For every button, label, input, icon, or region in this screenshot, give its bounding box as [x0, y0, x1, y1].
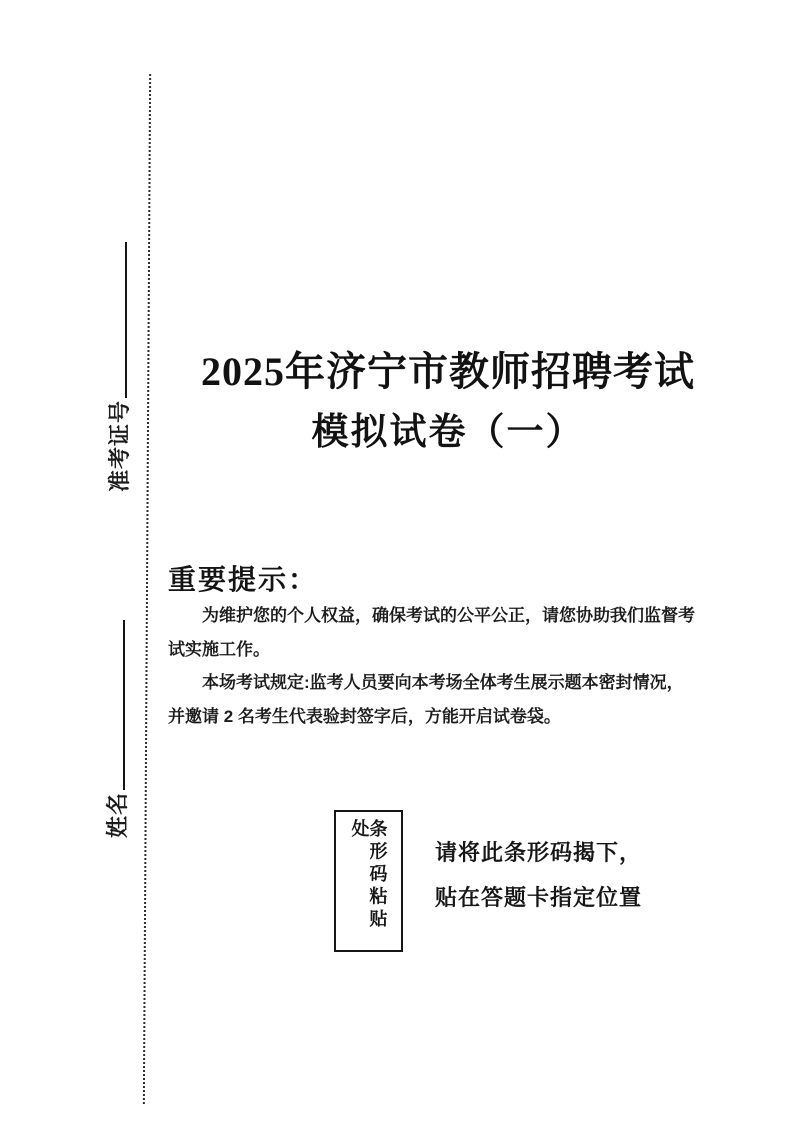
- notice-paragraph1-line2: 试实施工作。: [168, 639, 270, 659]
- name-label: 姓名: [105, 791, 130, 838]
- barcode-instructions: [435, 830, 642, 920]
- admission-number-label: 准考证号: [107, 399, 132, 492]
- notice-paragraph2-line2: 并邀请 2 名考生代表验封签字后，方能开启试卷袋。: [168, 706, 561, 726]
- name-fill-line: [107, 620, 125, 790]
- barcode-instruction-line2: 贴在答题卡指定位置: [435, 885, 643, 910]
- notice-paragraph2-line1: 本场考试规定:监考人员要向本考场全体考生展示题本密封情况，: [202, 673, 684, 692]
- notice-paragraph1-line1: 为维护您的个人权益，确保考试的公平公正，请您协助我们监督考: [202, 606, 695, 625]
- notice-heading: 重要提示：: [168, 564, 319, 595]
- barcode-paste-box-label: 条形码粘贴处: [349, 819, 388, 932]
- barcode-instruction-line1: 请将此条形码揭下，: [435, 840, 643, 865]
- exam-title: [96, 350, 800, 454]
- seal-dotted-line: [143, 74, 151, 1104]
- exam-title-line1: 2025年济宁市教师招聘考试: [201, 349, 695, 394]
- exam-title-line2: 模拟试卷（一）: [311, 412, 585, 453]
- name-field: [101, 603, 133, 838]
- notice-body: [168, 599, 713, 733]
- barcode-paste-box: [334, 810, 403, 952]
